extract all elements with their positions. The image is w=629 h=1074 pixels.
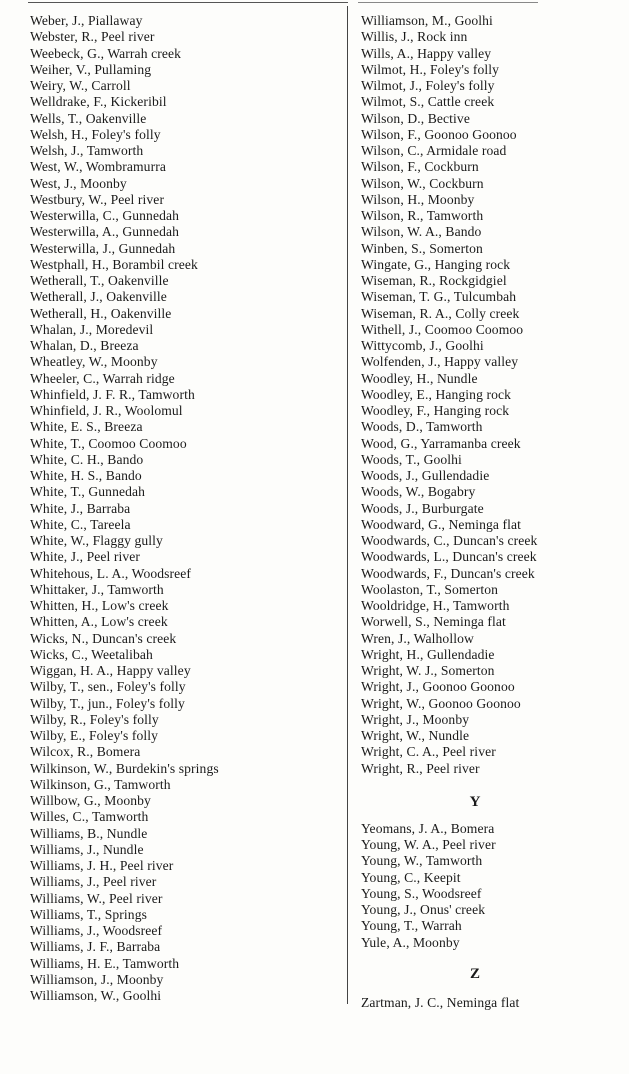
directory-entry: Westerwilla, A., Gunnedah	[30, 224, 180, 240]
directory-entry: Young, T., Warrah	[361, 918, 462, 934]
directory-entry: Wright, W. J., Somerton	[361, 663, 495, 678]
directory-entry: Wetherall, H., Oakenville	[30, 305, 172, 321]
directory-entry: Weiry, W., Carroll	[30, 78, 131, 93]
directory-entry: Woodley, H., Nundle	[361, 370, 478, 386]
directory-entry: Zartman, J. C., Neminga flat	[361, 994, 520, 1010]
directory-entry: Wilson, W. A., Bando	[361, 224, 482, 240]
directory-entry: Wicks, N., Duncan's creek	[30, 630, 177, 646]
directory-entry: Williams, J., Nundle	[30, 841, 144, 857]
directory-entry: Wooldridge, H., Tamworth	[361, 598, 510, 613]
directory-entry: Williams, H. E., Tamworth	[30, 955, 180, 971]
directory-entry: Yule, A., Moonby	[361, 934, 460, 950]
directory-entry: Welldrake, F., Kickeribil	[30, 94, 167, 110]
directory-entry: Williams, J. F., Barraba	[30, 939, 161, 955]
directory-entry: Wilkinson, W., Burdekin's springs	[30, 760, 219, 776]
directory-entry: Willbow, G., Moonby	[30, 793, 151, 808]
directory-entry: Williams, W., Peel river	[30, 890, 163, 906]
directory-entry: Westerwilla, J., Gunnedah	[30, 240, 176, 256]
directory-entry: Winben, S., Somerton	[361, 240, 483, 256]
directory-entry: Whitehous, L. A., Woodsreef	[30, 565, 192, 581]
directory-entry: Whinfield, J. R., Woolomul	[30, 403, 183, 418]
directory-entry: Woods, D., Tamworth	[361, 419, 483, 435]
directory-entry: Woodwards, L., Duncan's creek	[361, 549, 537, 565]
directory-entry: Williamson, M., Goolhi	[361, 13, 493, 28]
directory-entry: White, T., Coomoo Coomoo	[30, 435, 187, 451]
directory-entry: Young, C., Keepit	[361, 869, 461, 885]
directory-entry: Wilmot, S., Cattle creek	[361, 94, 495, 110]
directory-entry: Whalan, J., Moredevil	[30, 321, 154, 337]
directory-entry: Wilson, R., Tamworth	[361, 208, 484, 223]
right-column	[361, 13, 623, 1011]
directory-entry: Worwell, S., Neminga flat	[361, 614, 506, 630]
directory-entry: Westphall, H., Borambil creek	[30, 256, 198, 272]
top-rule-right	[358, 2, 538, 3]
directory-entry: Williams, J., Woodsreef	[30, 923, 163, 938]
directory-entry: Weiher, V., Pullaming	[30, 61, 152, 77]
directory-entry: Wilcox, R., Bomera	[30, 744, 141, 760]
directory-entry: White, T., Gunnedah	[30, 484, 146, 500]
directory-entry: Yeomans, J. A., Bomera	[361, 820, 495, 836]
directory-entry: Wright, H., Gullendadie	[361, 646, 495, 662]
directory-entry: Woodwards, C., Duncan's creek	[361, 533, 538, 548]
directory-entry: White, H. S., Bando	[30, 468, 142, 483]
directory-entry: Wilson, F., Goonoo Goonoo	[361, 126, 517, 142]
directory-entry: Young, S., Woodsreef	[361, 885, 482, 901]
directory-entry: Wilson, C., Armidale road	[361, 143, 507, 158]
directory-entry: Wetherall, J., Oakenville	[30, 289, 167, 305]
directory-entry: Wingate, G., Hanging rock	[361, 256, 511, 272]
directory-entry: White, J., Peel river	[30, 549, 141, 565]
directory-entry: Wright, R., Peel river	[361, 760, 480, 776]
directory-entry: Williams, J., Peel river	[30, 874, 157, 890]
directory-entry: Whittaker, J., Tamworth	[30, 581, 164, 597]
directory-entry: Williams, J. H., Peel river	[30, 858, 174, 873]
section-heading-y: Y	[469, 793, 481, 810]
directory-entry: White, J., Barraba	[30, 500, 131, 516]
directory-entry: Weebeck, G., Warrah creek	[30, 45, 182, 61]
directory-entry: Williamson, W., Goolhi	[30, 988, 162, 1003]
directory-entry: Wilby, T., jun., Foley's folly	[30, 695, 185, 711]
directory-entry: Wiggan, H. A., Happy valley	[30, 663, 191, 678]
directory-entry: Wilson, F., Cockburn	[361, 159, 479, 175]
directory-entry: Wilson, W., Cockburn	[361, 175, 484, 191]
directory-entry: Young, W. A., Peel river	[361, 837, 496, 852]
directory-entry: Wilby, E., Foley's folly	[30, 728, 159, 743]
directory-entry: Withell, J., Coomoo Coomoo	[361, 321, 524, 337]
section-heading-z: Z	[469, 965, 480, 982]
directory-entry: Wright, W., Goonoo Goonoo	[361, 695, 521, 711]
directory-entry: Westbury, W., Peel river	[30, 191, 165, 207]
directory-entry: Wilmot, H., Foley's folly	[361, 61, 500, 77]
directory-entry: Wiseman, R., Rockgidgiel	[361, 273, 507, 288]
directory-entry: Williamson, J., Moonby	[30, 971, 164, 987]
directory-entry: Welsh, J., Tamworth	[30, 143, 144, 158]
directory-entry: Whalan, D., Breeza	[30, 338, 139, 353]
directory-entry: West, J., Moonby	[30, 175, 127, 191]
section-w	[361, 13, 623, 777]
section-z	[361, 995, 623, 1011]
directory-entry: Wetherall, T., Oakenville	[30, 273, 169, 288]
directory-entry: Woodley, E., Hanging rock	[361, 386, 512, 402]
directory-entry: Wheeler, C., Warrah ridge	[30, 370, 175, 386]
directory-entry: Wood, G., Yarramanba creek	[361, 435, 521, 451]
directory-entry: Williams, B., Nundle	[30, 825, 148, 841]
directory-entry: Whitten, A., Low's creek	[30, 614, 168, 630]
directory-entry: Wright, J., Goonoo Goonoo	[361, 679, 515, 695]
directory-entry: Woodley, F., Hanging rock	[361, 403, 510, 418]
directory-entry: Wilson, H., Moonby	[361, 191, 475, 207]
directory-entry: Westerwilla, C., Gunnedah	[30, 208, 180, 223]
directory-entry: Young, W., Tamworth	[361, 853, 483, 869]
left-column	[30, 13, 340, 1004]
directory-entry: Wilby, R., Foley's folly	[30, 711, 159, 727]
directory-entry: Wright, J., Moonby	[361, 711, 470, 727]
directory-entry: Weber, J., Piallaway	[30, 13, 143, 28]
directory-entry: Woods, J., Burburgate	[361, 500, 484, 516]
directory-entry: Willis, J., Rock inn	[361, 29, 468, 45]
directory-entry: Woods, J., Gullendadie	[361, 468, 490, 483]
directory-entry: Wilmot, J., Foley's folly	[361, 78, 495, 93]
directory-entry: Woods, T., Goolhi	[361, 451, 462, 467]
directory-entry: Wheatley, W., Moonby	[30, 354, 158, 370]
directory-entry: Wells, T., Oakenville	[30, 110, 147, 126]
directory-entry: Woodwards, F., Duncan's creek	[361, 565, 535, 581]
directory-entry: Woodward, G., Neminga flat	[361, 516, 522, 532]
directory-entry: Wiseman, R. A., Colly creek	[361, 305, 520, 321]
directory-entry: Wilkinson, G., Tamworth	[30, 776, 171, 792]
top-rule-left	[28, 2, 348, 3]
directory-entry: White, C. H., Bando	[30, 451, 144, 467]
directory-entry: Wilby, T., sen., Foley's folly	[30, 679, 186, 695]
directory-entry: Wolfenden, J., Happy valley	[361, 354, 519, 370]
directory-entry: Whinfield, J. F. R., Tamworth	[30, 386, 195, 402]
directory-entry: Woolaston, T., Somerton	[361, 581, 499, 597]
directory-entry: White, E. S., Breeza	[30, 419, 143, 435]
directory-entry: Wicks, C., Weetalibah	[30, 646, 153, 662]
directory-entry: Willes, C., Tamworth	[30, 809, 149, 825]
directory-entry: White, C., Tareela	[30, 516, 131, 532]
section-y	[361, 821, 623, 951]
directory-entry: Wilson, D., Bective	[361, 110, 470, 126]
directory-entry: Wright, W., Nundle	[361, 728, 470, 743]
directory-entry: Young, J., Onus' creek	[361, 902, 486, 917]
directory-entry: West, W., Wombramurra	[30, 159, 166, 175]
directory-entry: Wright, C. A., Peel river	[361, 744, 496, 760]
directory-entry: Webster, R., Peel river	[30, 29, 155, 45]
directory-entry: Wiseman, T. G., Tulcumbah	[361, 289, 517, 305]
directory-entry: Williams, T., Springs	[30, 906, 147, 922]
directory-entry: Wren, J., Walhollow	[361, 630, 474, 646]
column-divider	[347, 6, 348, 1004]
directory-entry: White, W., Flaggy gully	[30, 533, 163, 548]
directory-entry: Whitten, H., Low's creek	[30, 598, 169, 613]
directory-entry: Woods, W., Bogabry	[361, 484, 476, 500]
directory-entry: Wittycomb, J., Goolhi	[361, 338, 484, 353]
directory-entry: Welsh, H., Foley's folly	[30, 126, 161, 142]
directory-entry: Wills, A., Happy valley	[361, 45, 492, 61]
